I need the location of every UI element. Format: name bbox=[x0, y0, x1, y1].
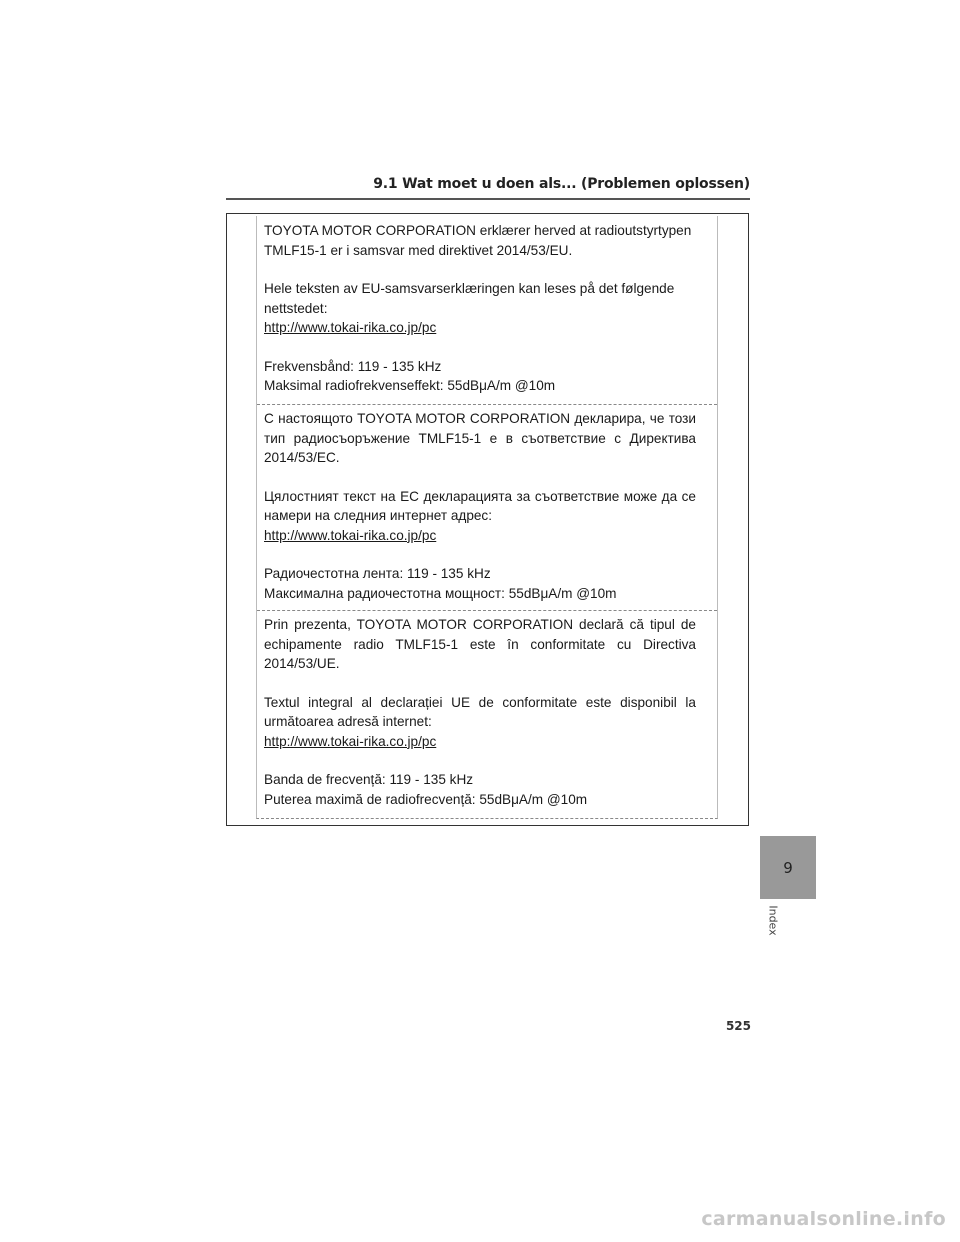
declaration-statement: Prin prezenta, TOYOTA MOTOR CORPORATION declară că tipul de echipamente radio TMLF15-1 este în conformitate cu Directiva 2014/53/UE. bbox=[264, 617, 696, 671]
declaration-availability-text: Textul integral al declarației UE de conformitate este disponibil la următoarea adresă internet: bbox=[264, 694, 696, 729]
declaration-statement: TOYOTA MOTOR CORPORATION erklærer herved at radioutstyrtypen TMLF15-1 er i samsvar med direktivet 2014/53/EU. bbox=[264, 223, 692, 258]
chapter-label-text: Index bbox=[767, 904, 781, 936]
section-divider bbox=[257, 404, 717, 405]
declaration-link[interactable]: http://www.tokai-rika.co.jp/pc bbox=[264, 527, 437, 543]
declaration-section-norwegian bbox=[264, 221, 696, 396]
frequency-band-text: Радиочестотна лента: 119 - 135 kHz bbox=[264, 566, 491, 581]
declaration-statement: С настоящото TOYOTA MOTOR CORPORATION декларира, че този тип радиосъоръжение TMLF15-1 е в съответствие с Директива 2014/53/ЕС. bbox=[264, 411, 696, 465]
max-power-text: Максимална радиочестотна мощност: 55dBμA/m @10m bbox=[264, 585, 617, 601]
declaration-availability-text: Цялостният текст на ЕС декларацията за съответствие може да се намери на следния интернет адрес: bbox=[264, 488, 696, 523]
chapter-number: 9 bbox=[783, 858, 793, 877]
chapter-label bbox=[760, 900, 787, 940]
page-header-title: 9.1 Wat moet u doen als... (Problemen oplossen) bbox=[373, 176, 750, 192]
declaration-link[interactable]: http://www.tokai-rika.co.jp/pc bbox=[264, 320, 437, 335]
chapter-tab[interactable] bbox=[760, 836, 816, 899]
max-power-text: Puterea maximă de radiofrecvență: 55dBμA/m @10m bbox=[264, 791, 588, 807]
page-number: 525 bbox=[725, 1019, 751, 1033]
frequency-band-text: Frekvensbånd: 119 - 135 kHz bbox=[264, 358, 442, 374]
max-power-text: Maksimal radiofrekvenseffekt: 55dBμA/m @10m bbox=[264, 378, 556, 393]
frequency-band-text: Banda de frecvență: 119 - 135 kHz bbox=[264, 772, 474, 787]
declaration-section-romanian bbox=[264, 615, 696, 809]
section-divider bbox=[257, 610, 717, 611]
declaration-link[interactable]: http://www.tokai-rika.co.jp/pc bbox=[264, 733, 437, 749]
header-divider bbox=[226, 198, 750, 200]
watermark-text: carmanualsonline.info bbox=[701, 1208, 946, 1230]
declaration-availability-text: Hele teksten av EU-samsvarserklæringen kan leses på det følgende nettstedet: bbox=[264, 281, 675, 316]
declaration-section-bulgarian bbox=[264, 409, 696, 603]
